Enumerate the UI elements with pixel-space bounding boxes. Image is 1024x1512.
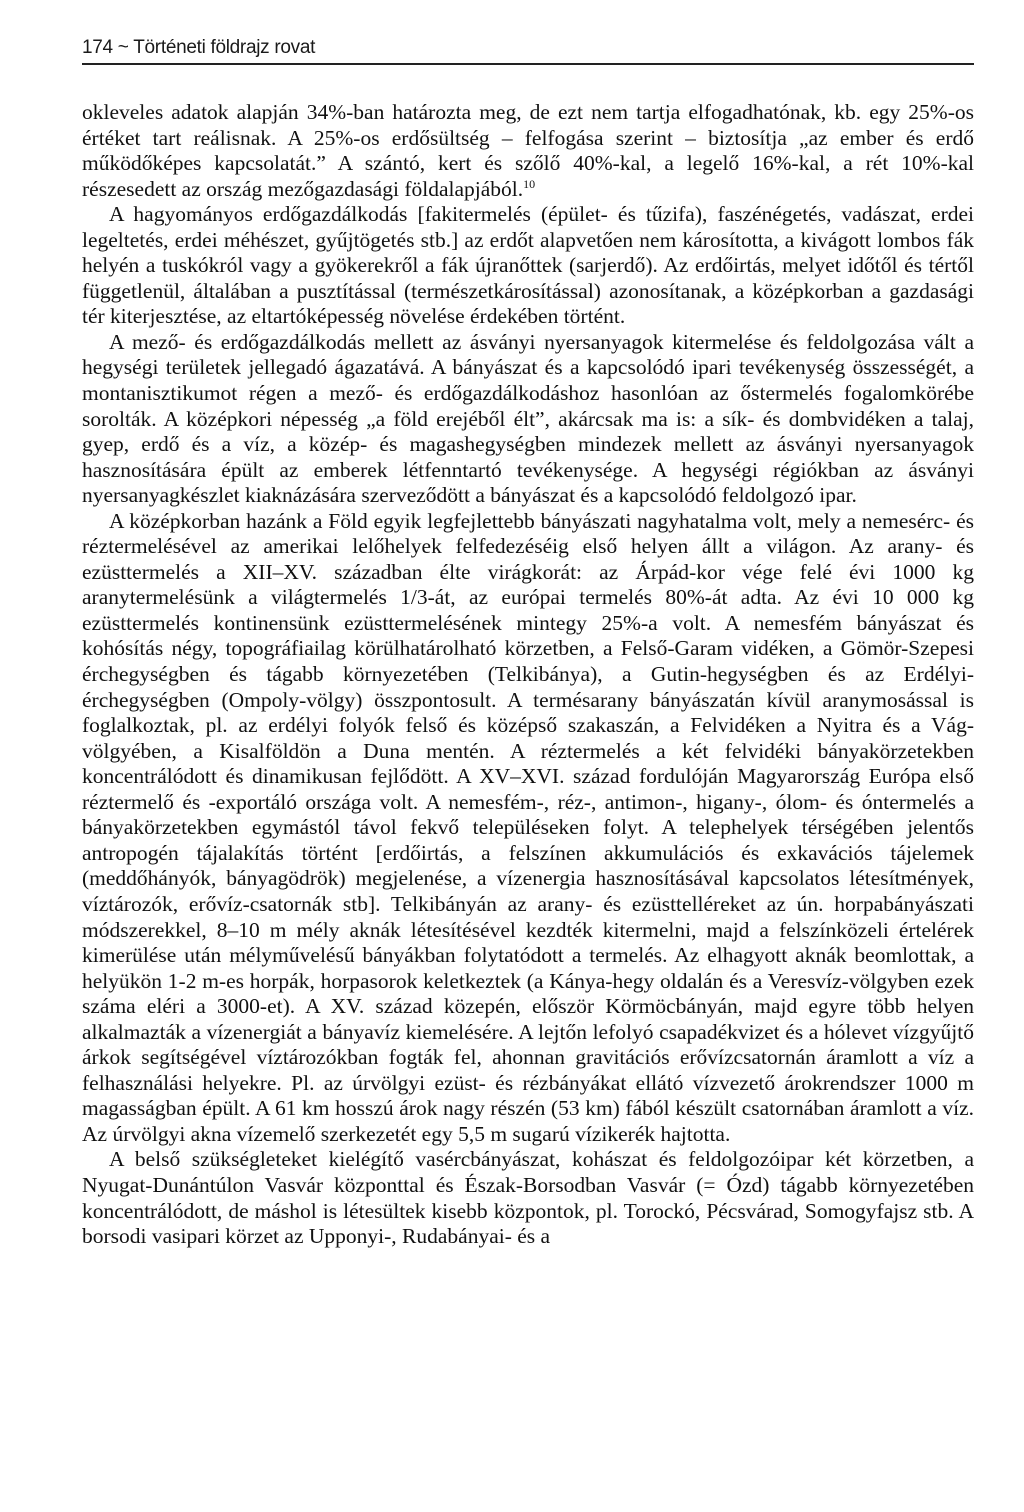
paragraph-2: A hagyományos erdőgazdálkodás [fakitermelés (épület- és tűzifa), faszénégetés, vadászat, erdei legeltetés, erdei méhészet, gyűjtögetés stb.] az erdőt alapvetően nem károsította, a kivágott lombos fák helyén a tuskókról vagy a gyökerekről a fák újranőttek (sarjerdő). Az erdőirtás, melyet időtől és tértől függetlenül, általában a pusztítással (természetkárosítással) azonosítanak, a középkorban a gazdasági tér kiterjesztése, az eltartóképesség növelése érdekében történt. — [82, 202, 974, 329]
paragraph-1-text: okleveles adatok alapján 34%-ban határozta meg, de ezt nem tartja elfogadhatónak, kb. egy 25%-os értéket tart reálisnak. A 25%-os erdősültség – felfogása szerint – biztosítja „az ember és erdő működőképes kapcsolatát.” A szántó, kert és szőlő 40%-kal, a legelő 16%-kal, a rét 10%-kal részesedett az ország mezőgazdasági földalapjából. — [82, 100, 974, 201]
paragraph-4: A középkorban hazánk a Föld egyik legfejlettebb bányászati nagyhatalma volt, mely a nemesérc- és réztermelésével az amerikai lelőhelyek felfedezéséig első helyen állt a világon. Az arany- és ezüsttermelés a XII–XV. században élte virágkorát: az Árpád-kor vége felé évi 1000 kg aranytermelésünk a világtermelés 1/3-át, az európai termelés 80%-át adta. Az évi 10 000 kg ezüsttermelés kontinensünk ezüsttermelésének mintegy 25%-a volt. A nemesfém bányászat és kohósítás négy, topográfiailag körülhatárolható körzetben, a Felső-Garam vidéken, a Gömör-Szepesi érchegységben és tágabb környezetében (Telkibánya), a Gutin-hegységben és az Erdélyi-érchegységben (Ompoly-völgy) összpontosult. A termésarany bányászatán kívül aranymosással is foglalkoztak, pl. az erdélyi folyók felső és középső szakaszán, a Felvidéken a Nyitra és a Vág-völgyében, a Kisalföldön a Duna mentén. A réztermelés a két felvidéki bányakörzetekben koncentrálódott és dinamikusan fejlődött. A XV–XVI. század fordulóján Magyarország Európa első réztermelő és -exportáló országa volt. A nemesfém-, réz-, antimon-, higany-, ólom- és óntermelés a bányakörzetekben egymástól távol fekvő településeken folyt. A telephelyek térségében jelentős antropogén tájalakítás történt [erdőirtás, a felszínen akkumulációs és exkavációs tájelemek (meddőhányók, bányagödrök) megjelenése, a vízenergia hasznosításával kapcsolatos létesítmények, víztározók, erővíz-csatornák stb]. Telkibányán az arany- és ezüsttelléreket az ún. horpabányászati módszerekkel, 8–10 m mély aknák létesítésével kezdték kitermelni, majd a felszínközeli értelérek kimerülése után mélyművelésű bányákban folytatódott a termelés. Az elhagyott aknák beomlottak, a helyükön 1-2 m-es horpák, horpasorok keletkeztek (a Kánya-hegy oldalán és a Veresvíz-völgyben ezek száma eléri a 3000-et). A XV. század közepén, először Körmöcbányán, majd egyre több helyen alkalmazták a vízenergiát a bányavíz kiemelésére. A lejtőn lefolyó csapadékvizet és a hólevet vízgyűjtő árkok segítségével víztározókban fogták fel, ahonnan gravitációs erővízcsatornán áramlott a víz a felhasználási helyekre. Pl. az úrvölgyi ezüst- és rézbányákat ellátó vízvezető árokrendszer 1000 m magasságban épült. A 61 km hosszú árok nagy részén (53 km) fából készült csatornában áramlott a víz. Az úrvölgyi akna vízemelő szerkezetét egy 5,5 m sugarú vízikerék hajtotta. — [82, 508, 974, 1146]
running-header — [82, 34, 974, 64]
paragraph-5: A belső szükségleteket kielégítő vasércbányászat, kohászat és feldolgozóipar két körzetben, a Nyugat-Dunántúlon Vasvár központtal és Észak-Borsodban Vasvár (= Ózd) tágabb környezetében koncentrálódott, de máshol is létesültek kisebb központok, pl. Torockó, Pécsvárad, Somogyfajsz stb. A borsodi vasipari körzet az Upponyi-, Rudabányai- és a — [82, 1147, 974, 1249]
header-rule — [82, 63, 974, 65]
footnote-marker: 10 — [523, 176, 536, 191]
page-number: 174 — [82, 37, 113, 58]
running-header-text — [82, 37, 315, 59]
body-text — [82, 100, 974, 1250]
paragraph-3: A mező- és erdőgazdálkodás mellett az ásványi nyersanyagok kitermelése és feldolgozása vált a hegységi területek jellegadó ágazatává. A bányászat és a kapcsolódó ipari tevékenység összességét, a montanisztikumot régen a mező- és erdőgazdálkodáshoz hasonlóan az őstermelés fogalomkörébe sorolták. A középkori népesség „a föld erejéből élt”, akárcsak ma is: a sík- és dombvidéken a talaj, gyep, erdő és a víz, a közép- és magashegységben mindezek mellett az ásványi nyersanyagok hasznosítására épült az emberek létfenntartó tevékenysége. A hegységi régiókban az ásványi nyersanyagkészlet kiaknázására szerveződött a bányászat és a kapcsolódó feldolgozó ipar. — [82, 329, 974, 508]
section-title: Történeti földrajz rovat — [133, 37, 316, 58]
paragraph-1 — [82, 100, 974, 202]
header-separator: ~ — [117, 37, 129, 58]
